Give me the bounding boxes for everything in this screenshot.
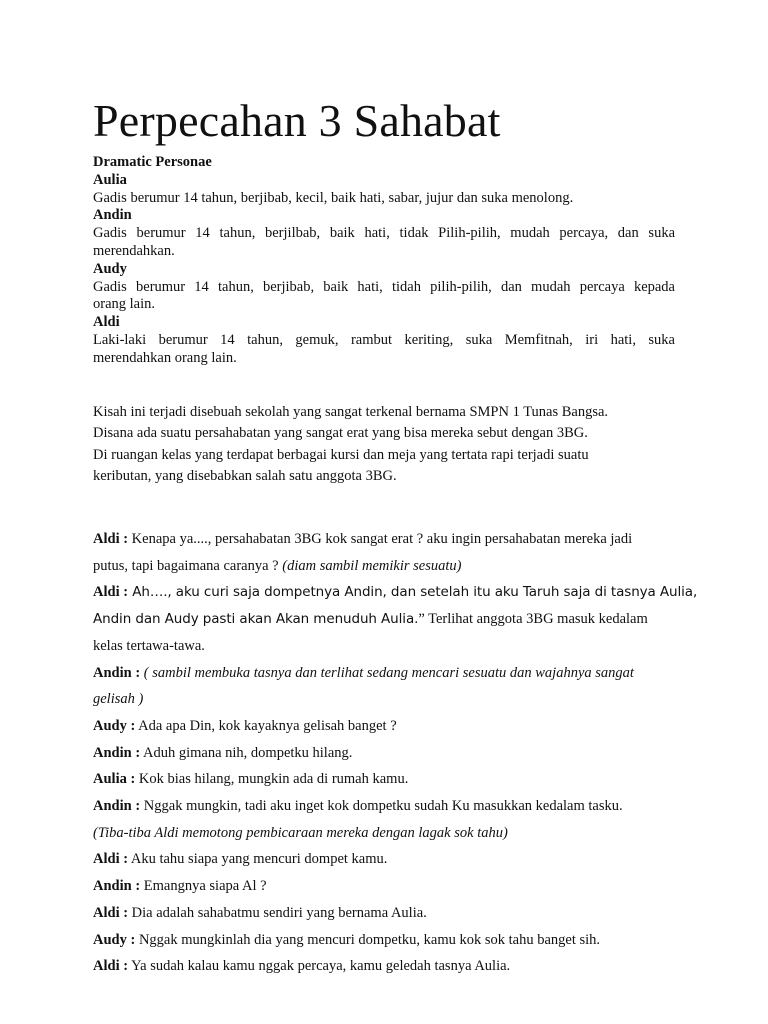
dialogue-text: Ah…., aku curi saja dompetnya Andin, dan setelah itu aku Taruh saja di tasnya Aulia, — [128, 584, 698, 601]
character-name: Andin — [93, 207, 132, 224]
dialogue-text: Emangnya siapa Al ? — [140, 878, 267, 895]
speaker-name: Aldi : — [93, 851, 129, 868]
speaker-name: Andin : — [93, 744, 141, 761]
dialogue-text: Kok bias hilang, mungkin ada di rumah kamu. — [135, 771, 409, 788]
dialogue-line — [93, 579, 698, 606]
story-line: Disana ada suatu persahabatan yang sangat erat yang bisa mereka sebut dengan 3BG. — [93, 425, 588, 442]
speaker-name: Aldi : — [93, 584, 129, 601]
dialogue-text: putus, tapi bagaimana caranya ? — [93, 557, 283, 574]
dialogue-line — [93, 526, 683, 553]
dialogue-text: Kenapa ya...., persahabatan 3BG kok sangat erat ? aku ingin persahabatan mereka jadi — [128, 531, 633, 547]
dialogue-line — [93, 686, 683, 713]
dialogue-text: kelas tertawa-tawa. — [93, 637, 205, 654]
dialogue-text: ” Terlihat anggota 3BG masuk kedalam — [418, 611, 648, 628]
dialogue-line — [93, 846, 683, 873]
dramatic-personae-section — [93, 154, 675, 368]
speaker-name: Andin : — [93, 664, 141, 681]
story-paragraph — [93, 402, 675, 487]
story-line: keributan, yang disebabkan salah satu anggota 3BG. — [93, 467, 397, 484]
dialogue-line — [93, 900, 683, 927]
dialogue-line — [93, 713, 683, 740]
dialogue-line — [93, 766, 683, 793]
speaker-name: Andin : — [93, 878, 141, 895]
dialogue-text: Ya sudah kalau kamu nggak percaya, kamu geledah tasnya Aulia. — [128, 958, 511, 975]
dialogue-line — [93, 740, 683, 767]
dialogue-line — [93, 553, 683, 580]
character-description: Laki-laki berumur 14 tahun, gemuk, rambut keriting, suka Memfitnah, iri hati, suka — [93, 331, 675, 348]
character-name: Aldi — [93, 314, 120, 331]
speaker-name: Audy : — [93, 931, 136, 948]
speaker-name: Audy : — [93, 717, 136, 734]
character-name: Aulia — [93, 171, 127, 188]
story-line: Di ruangan kelas yang terdapat berbagai kursi dan meja yang tertata rapi terjadi suatu — [93, 446, 589, 463]
stage-direction: (Tiba-tiba Aldi memotong pembicaraan mereka dengan lagak sok tahu) — [93, 824, 508, 841]
character-description: orang lain. — [93, 296, 156, 313]
dialogue-text: Aduh gimana nih, dompetku hilang. — [140, 744, 353, 761]
dialogue-line — [93, 927, 683, 954]
story-line: Kisah ini terjadi disebuah sekolah yang sangat terkenal bernama SMPN 1 Tunas Bangsa. — [93, 404, 609, 420]
speaker-name: Aldi : — [93, 958, 129, 975]
stage-direction: gelisah ) — [93, 691, 144, 708]
dialogue-section — [93, 526, 698, 980]
character-description: merendahkan. — [93, 242, 175, 259]
dialogue-line — [93, 953, 683, 980]
speaker-name: Aldi : — [93, 531, 129, 547]
personae-heading: Dramatic Personae — [93, 154, 212, 170]
dialogue-line — [93, 873, 683, 900]
page-title: Perpecahan 3 Sahabat — [93, 95, 501, 146]
character-name: Audy — [93, 260, 127, 277]
dialogue-text: Aku tahu siapa yang mencuri dompet kamu. — [128, 851, 388, 868]
character-description: Gadis berumur 14 tahun, berjibab, baik hati, tidah pilih-pilih, dan mudah percaya kepada — [93, 278, 675, 295]
dialogue-text: Nggak mungkinlah dia yang mencuri dompetku, kamu kok sok tahu banget sih. — [135, 931, 601, 948]
dialogue-line — [93, 633, 683, 660]
speaker-name: Andin : — [93, 798, 141, 815]
dialogue-line — [93, 793, 683, 820]
dialogue-line — [93, 660, 683, 687]
dialogue-text: Ada apa Din, kok kayaknya gelisah banget ? — [135, 717, 397, 734]
dialogue-line — [93, 820, 683, 847]
character-description: merendahkan orang lain. — [93, 349, 237, 366]
speaker-name: Aulia : — [93, 771, 136, 788]
dialogue-text: Andin dan Audy pasti akan Akan menuduh Aulia. — [93, 611, 419, 628]
dialogue-line — [93, 606, 683, 633]
speaker-name: Aldi : — [93, 904, 129, 921]
stage-direction: ( sambil membuka tasnya dan terlihat sedang mencari sesuatu dan wajahnya sangat — [140, 664, 634, 681]
dialogue-text: Nggak mungkin, tadi aku inget kok dompetku sudah Ku masukkan kedalam tasku. — [140, 798, 623, 815]
dialogue-text: Dia adalah sahabatmu sendiri yang bernama Aulia. — [128, 904, 427, 921]
stage-direction: (diam sambil memikir sesuatu) — [282, 557, 462, 574]
character-description: Gadis berumur 14 tahun, berjilbab, baik hati, tidak Pilih-pilih, mudah percaya, dan suka — [93, 225, 675, 242]
character-description: Gadis berumur 14 tahun, berjibab, kecil, baik hati, sabar, jujur dan suka menolong. — [93, 189, 574, 206]
